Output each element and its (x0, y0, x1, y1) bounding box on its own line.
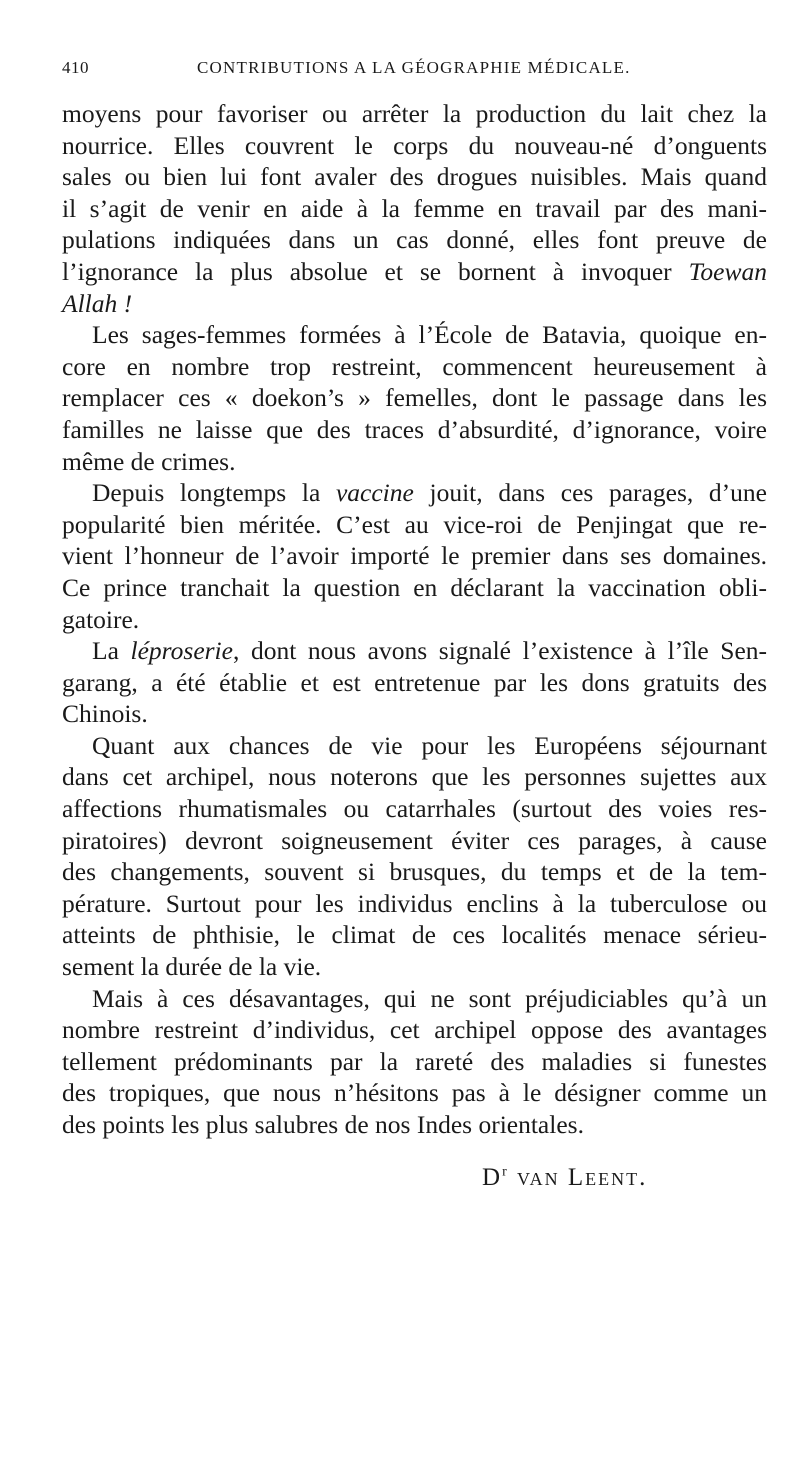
body-text (62, 98, 767, 1141)
italic-term: vaccine (335, 478, 414, 508)
text-line (62, 635, 767, 667)
text-line: Quant aux chances de vie pour les Européens séjournant (92, 730, 767, 760)
text-line: gatoire. (62, 604, 140, 634)
text-segment: jouit, dans ces parages, d’une (429, 478, 767, 508)
text-line: des points les plus salubres de nos Indes orientales. (62, 1110, 584, 1139)
text-line: des changements, souvent si brusques, du temps et de la tem- (62, 857, 767, 887)
text-line: Les sages-femmes formées à l’École de Batavia, quoique en- (92, 320, 767, 350)
text-line: garang, a été établie et est entretenue par les dons gratuits des (62, 667, 767, 697)
italic-term: léproserie (130, 636, 233, 666)
text-line: Ce prince tranchait la question en déclarant la vaccination obli- (62, 572, 767, 602)
text-line: tellement prédominants par la rareté des maladies si funestes (62, 1046, 767, 1076)
text-line: remplacer ces « doekon’s » femelles, dont le passage dans les (62, 383, 767, 413)
running-head (62, 58, 767, 84)
italic-term: Allah ! (62, 288, 133, 318)
text-line: dans cet archipel, nous noterons que les personnes sujettes aux (62, 762, 767, 792)
text-segment: , dont nous avons signalé l’existence à l’île Sen- (232, 636, 767, 666)
paragraph-2 (62, 319, 767, 477)
text-line: même de crimes. (62, 446, 236, 476)
text-segment: La (92, 636, 119, 666)
text-line: pulations indiquées dans un cas donné, elles font preuve de (62, 225, 767, 255)
text-line: pérature. Surtout pour les individus enclins à la tuberculose ou (62, 888, 767, 918)
paragraph-6 (62, 983, 767, 1141)
text-line: affections rhumatismales ou catarrhales (surtout des voies res- (62, 794, 767, 824)
text-line: des tropiques, que nous n’hésitons pas à le désigner comme un (62, 1078, 767, 1108)
text-line: popularité bien méritée. C’est au vice-roi de Penjingat que re- (62, 509, 767, 539)
signature-title-superscript: r (502, 1164, 509, 1180)
text-line: atteints de phthisie, le climat de ces localités menace sérieu- (62, 920, 767, 950)
text-line: vient l’honneur de l’avoir importé le premier dans ses domaines. (62, 541, 767, 571)
text-line (62, 477, 767, 509)
text-line (62, 256, 767, 288)
text-line: Chinois. (62, 699, 148, 729)
text-line: sement la durée de la vie. (62, 952, 322, 982)
text-segment: l’ignorance la plus absolue et se bornent à invoquer (62, 256, 672, 286)
text-line: il s’agit de venir en aide à la femme en travail par des mani- (62, 193, 767, 223)
paragraph-3 (62, 477, 767, 635)
paragraph-1 (62, 98, 767, 319)
text-line: familles ne laisse que des traces d’absurdité, d’ignorance, voire (62, 414, 767, 444)
page-number: 410 (62, 58, 89, 77)
text-line: core en nombre trop restreint, commencent heureusement à (62, 351, 767, 381)
running-title: CONTRIBUTIONS A LA GÉOGRAPHIE MÉDICALE. (197, 58, 631, 77)
signature-name: van Leent. (516, 1164, 648, 1191)
italic-term: Toewan (688, 256, 767, 286)
paragraph-4 (62, 635, 767, 730)
text-line (62, 288, 767, 320)
author-signature (482, 1164, 647, 1192)
text-segment: Depuis longtemps la (92, 478, 321, 508)
signature-title: D (482, 1164, 503, 1191)
text-line: piratoires) devront soigneusement éviter ces parages, à cause (62, 825, 767, 855)
text-line: nourrice. Elles couvrent le corps du nouveau-né d’onguents (62, 130, 767, 160)
text-line: sales ou bien lui font avaler des drogues nuisibles. Mais quand (62, 162, 767, 192)
text-line: Mais à ces désavantages, qui ne sont préjudiciables qu’à un (92, 983, 767, 1013)
paragraph-5 (62, 730, 767, 983)
text-line: moyens pour favoriser ou arrêter la production du lait chez la (62, 99, 767, 128)
text-line: nombre restreint d’individus, cet archipel oppose des avantages (62, 1015, 767, 1045)
